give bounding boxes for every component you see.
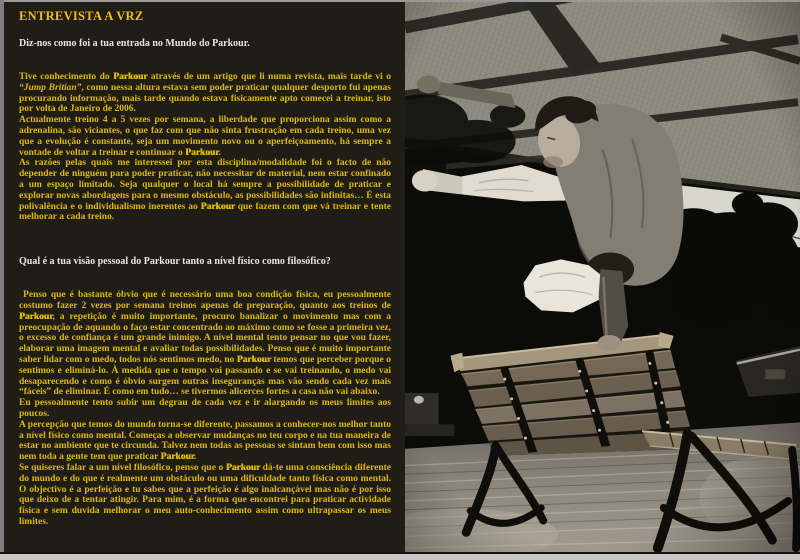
page-bottom-border <box>0 552 800 560</box>
answer-entrada-parkour <box>19 72 391 223</box>
interview-text-panel <box>4 2 405 552</box>
paragraph: A percepção que temos do mundo torna-se diferente, passamos a conhecer-nos melhor tanto a nível físico como mental. Começas a observar mudanças no teu corpo e na tua maneira de estar no ambiente que te circunda. Talvez nem todas as pessoas se sintam bem com isso mas nem toda a gente tem que praticar Parkour. <box>19 419 391 463</box>
paragraph: Qual é a tua visão pessoal do Parkour tanto a nível físico como filosófico? <box>19 256 331 268</box>
parkour-photo-art <box>405 2 800 552</box>
parkour-photo <box>405 2 800 552</box>
question-entrada-parkour <box>19 38 391 50</box>
paragraph: Penso que é bastante óbvio que é necessário uma boa condição física, eu pessoalmente costumo fazer 2 vezes por semana treinos apenas de preparação, quanto aos treinos de Parkour, a repetição é muito importante, procuro banalizar o movimento mas com a preocupação de aquando o faço estar concentrado ao máximo como se fosse a primeira vez, o excesso de confiança é um grande inimigo. A nível mental tento pensar no que vou fazer, elaborar uma imagem mental e avaliar todas possibilidades. Penso que é muito importante saber lidar com o medo, todos nós sentimos medo, no Parkour temos que perceber porque o sentimos e eliminá-lo. À medida que o tempo vai passando e se vai treinando, o medo vai desaparecendo e como é óbvio surgem outras inseguranças mas vão sendo cada vez mais “fáceis” de eliminar. É como em tudo… se tivermos alicerces fortes a casa não vai abaixo. <box>19 290 391 398</box>
paragraph: Eu pessoalmente tento subir um degrau de cada vez e ir alargando os meus limites aos poucos. <box>19 398 391 419</box>
paragraph: Actualmente treino 4 a 5 vezes por semana, a liberdade que proporciona assim como a adrenalina, são viciantes, o que faz com que não sinta frustração em cada treino, uma vez que a evolução é constante, seja um movimento novo ou o aperfeiçoamento, há sempre a vontade de voltar a treinar e continuar o Parkour. <box>19 115 391 158</box>
paragraph: Diz-nos como foi a tua entrada no Mundo do Parkour. <box>19 38 250 49</box>
interview-body <box>19 38 391 528</box>
paragraph: As razões pelas quais me interessei por esta disciplina/modalidade foi o facto de não depender de ninguém para poder praticar, não necessitar de material, nem estar confinado a um espaço limitado. Seja qualquer o local há sempre a possibilidade de praticar e explorar novas abordagens para o mesmo obstáculo, as possibilidades são infinitas… É esta polivalência e o individualismo inerentes ao Parkour que fazem com que vá treinar e tente melhorar a cada treino. <box>19 158 391 223</box>
question-visao-pessoal <box>19 256 391 268</box>
paragraph: Se quiseres falar a um nível filosófico, penso que o Parkour dá-te uma consciência diferente do mundo e do que é realmente um obstáculo ou uma dificuldade tanto física como mental. O objectivo é a perfeição e tu sabes que a perfeição é algo inalcançável mas não é por isso que deixo de a tentar atingir. Para mim, é a forma que encontrei para praticar actividade física e sem duvida melhorar o meu auto-conhecimento assim como ultrapassar os meus limites. <box>19 462 391 527</box>
answer-visao-pessoal <box>19 290 391 528</box>
photo-vignette <box>405 2 800 552</box>
paragraph: Tive conhecimento do Parkour através de um artigo que li numa revista, mais tarde vi o “Jump Britian”, como nessa altura estava sem poder praticar qualquer desporto fui apenas procurando informação, mais tarde quando estava fisicamente apto comecei a treinar, isto por volta de Janeiro de 2006. <box>19 72 391 115</box>
page-title: ENTREVISTA A VRZ <box>19 9 144 23</box>
